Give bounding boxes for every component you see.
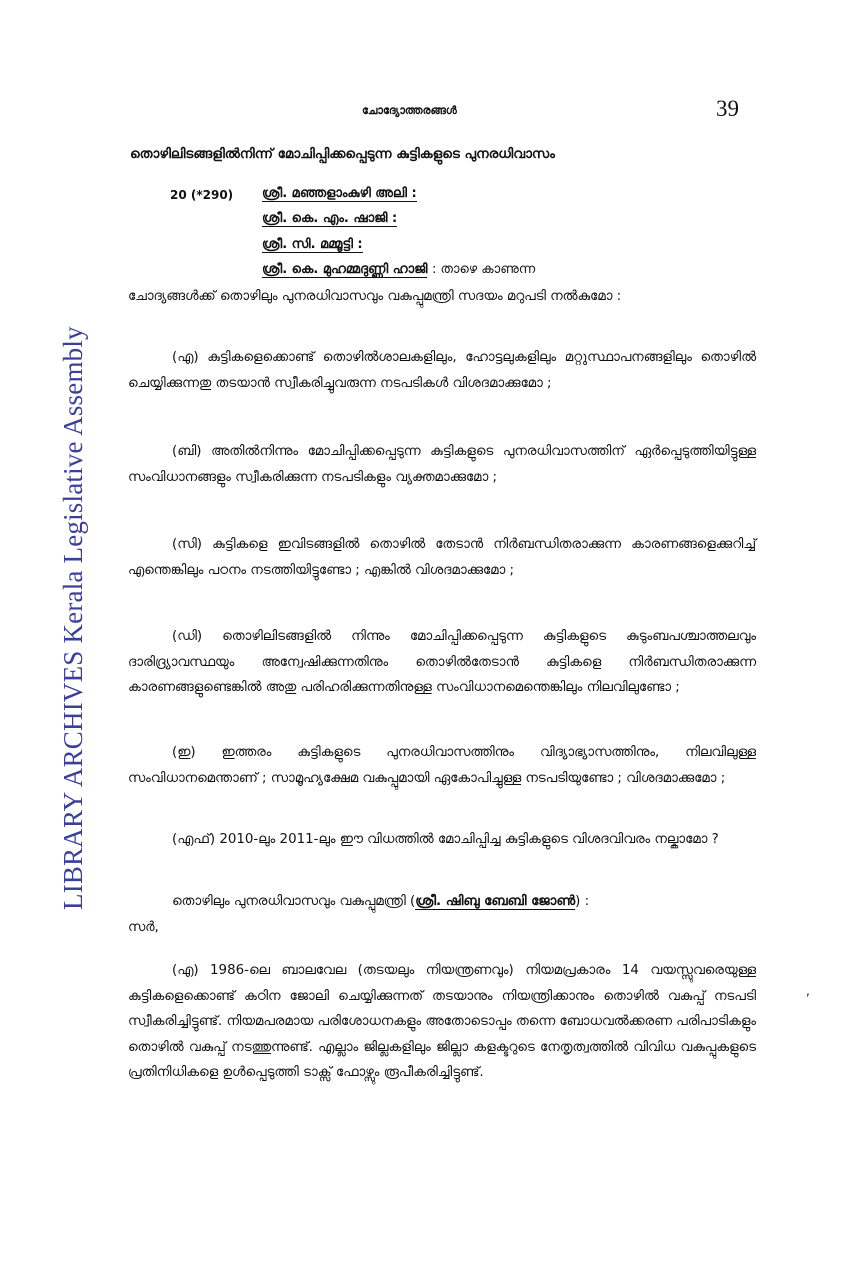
- minister-prefix: തൊഴിലും പുനരധിവാസവും വകുപ്പുമന്ത്രി (: [172, 894, 416, 909]
- minister-line: [128, 889, 756, 915]
- question-item-f: [128, 827, 756, 853]
- answer-body: [128, 958, 756, 1086]
- running-head: ചോദ്യോത്തരങ്ങൾ: [362, 104, 457, 117]
- salutation: സർ,: [128, 919, 159, 935]
- page-number: 39: [716, 96, 739, 121]
- item-text: (എഫ്) 2010-ലും 2011-ലും ഈ വിധത്തിൽ മോചിപ്പിച്ച കുട്ടികളുടെ വിശദവിവരം നല്കാമോ ?: [172, 832, 719, 847]
- member-name: [262, 237, 363, 252]
- archive-watermark: LIBRARY ARCHIVES Kerala Legislative Assembly: [58, 326, 88, 910]
- question-title: തൊഴിലിടങ്ങളിൽനിന്ന് മോചിപ്പിക്കപ്പെടുന്ന കുട്ടികളുടെ പുനരധിവാസം: [130, 146, 555, 162]
- question-item-e: [128, 740, 756, 791]
- item-text: (ഡി) തൊഴിലിടങ്ങളിൽ നിന്നും മോചിപ്പിക്കപ്പെടുന്ന കുട്ടികളുടെ കുടുംബപശ്ചാത്തലവും ദാരിദ്ര്യാവസ്ഥയും അന്വേഷിക്കുന്നതിനും തൊഴിൽതേടാൻ കുട്ടികളെ നിർബന്ധിതരാക്കുന്ന കാരണങ്ങളുണ്ടെങ്കിൽ അതു പരിഹരിക്കുന്നതിനുള്ള സംവിധാനമെന്തെങ്കിലും നിലവിലുണ്ടോ ;: [128, 629, 756, 695]
- intro-tail: : താഴെ കാണുന്ന: [431, 262, 536, 277]
- member-name: [262, 262, 535, 277]
- member-name-text: ശ്രീ. കെ. മുഹമ്മദുണ്ണി ഹാജി: [262, 262, 428, 277]
- question-item-d: [128, 624, 756, 701]
- margin-mark: ,: [806, 984, 810, 998]
- member-name-text: ശ്രീ. കെ. എം. ഷാജി :: [262, 211, 398, 226]
- member-name: [262, 211, 397, 226]
- minister-name: ശ്രീ. ഷിബു ബേബി ജോൺ: [415, 894, 576, 909]
- question-item-b: [128, 439, 756, 490]
- intro-text: ചോദ്യങ്ങൾക്ക് തൊഴിലും പുനരധിവാസവും വകുപ്പുമന്ത്രി സദയം മറുപടി നൽകുമോ :: [128, 289, 622, 304]
- question-number: 20 (*290): [170, 188, 234, 202]
- item-text: (ബി) അതിൽനിന്നും മോചിപ്പിക്കപ്പെടുന്ന കുട്ടികളുടെ പുനരധിവാസത്തിന് ഏർപ്പെടുത്തിയിട്ടുള്ള സംവിധാനങ്ങളും സ്വീകരിക്കുന്ന നടപടികളും വ്യക്തമാക്കുമോ ;: [128, 444, 756, 485]
- minister-suffix: ) :: [575, 894, 590, 909]
- answer-header: [128, 889, 756, 940]
- question-item-c: [128, 532, 756, 583]
- question-intro: [128, 284, 756, 310]
- member-name-text: ശ്രീ. മഞ്ഞളാംകുഴി അലി :: [262, 186, 417, 201]
- member-name-text: ശ്രീ. സി. മമ്മൂട്ടി :: [262, 237, 363, 252]
- member-name: [262, 186, 417, 201]
- item-text: (സി) കുട്ടികളെ ഇവിടങ്ങളിൽ തൊഴിൽ തേടാൻ നിർബന്ധിതരാക്കുന്ന കാരണങ്ങളെക്കുറിച്ച് എന്തെങ്കിലും പഠനം നടത്തിയിട്ടുണ്ടോ ; എങ്കിൽ വിശദമാക്കുമോ ;: [128, 537, 756, 578]
- answer-text: (എ) 1986-ലെ ബാലവേല (തടയലും നിയന്ത്രണവും) നിയമപ്രകാരം 14 വയസ്സുവരെയുള്ള കുട്ടികളെക്കൊണ്ട് കഠിന ജോലി ചെയ്യിക്കുന്നത് തടയാനും നിയന്ത്രിക്കാനും തൊഴിൽ വകുപ്പ് നടപടി സ്വീകരിച്ചിട്ടുണ്ട്. നിയമപരമായ പരിശോധനകളും അതോടൊപ്പം തന്നെ ബോധവൽക്കരണ പരിപാടികളും തൊഴിൽ വകുപ്പ് നടത്തുന്നുണ്ട്. എല്ലാം ജില്ലകളിലും ജില്ലാ കളക്ടറുടെ നേതൃത്വത്തിൽ വിവിധ വകുപ്പുകളുടെ പ്രതിനിധികളെ ഉൾപ്പെടുത്തി ടാക്സ് ഫോഴ്സും രൂപീകരിച്ചിട്ടുണ്ട്.: [128, 963, 756, 1080]
- item-text: (ഇ) ഇത്തരം കുട്ടികളുടെ പുനരധിവാസത്തിനും വിദ്യാഭ്യാസത്തിനും, നിലവിലുള്ള സംവിധാനമെന്താണ് ; സാമൂഹ്യക്ഷേമ വകുപ്പുമായി ഏകോപിച്ചുള്ള നടപടിയുണ്ടോ ; വിശദമാക്കുമോ ;: [128, 745, 756, 786]
- item-text: (എ) കുട്ടികളെക്കൊണ്ട് തൊഴിൽശാലകളിലും, ഹോട്ടലുകളിലും മറ്റുസ്ഥാപനങ്ങളിലും തൊഴിൽ ചെയ്യിക്കുന്നതു തടയാൻ സ്വീകരിച്ചുവരുന്ന നടപടികൾ വിശദമാക്കുമോ ;: [128, 350, 756, 391]
- question-item-a: [128, 345, 756, 396]
